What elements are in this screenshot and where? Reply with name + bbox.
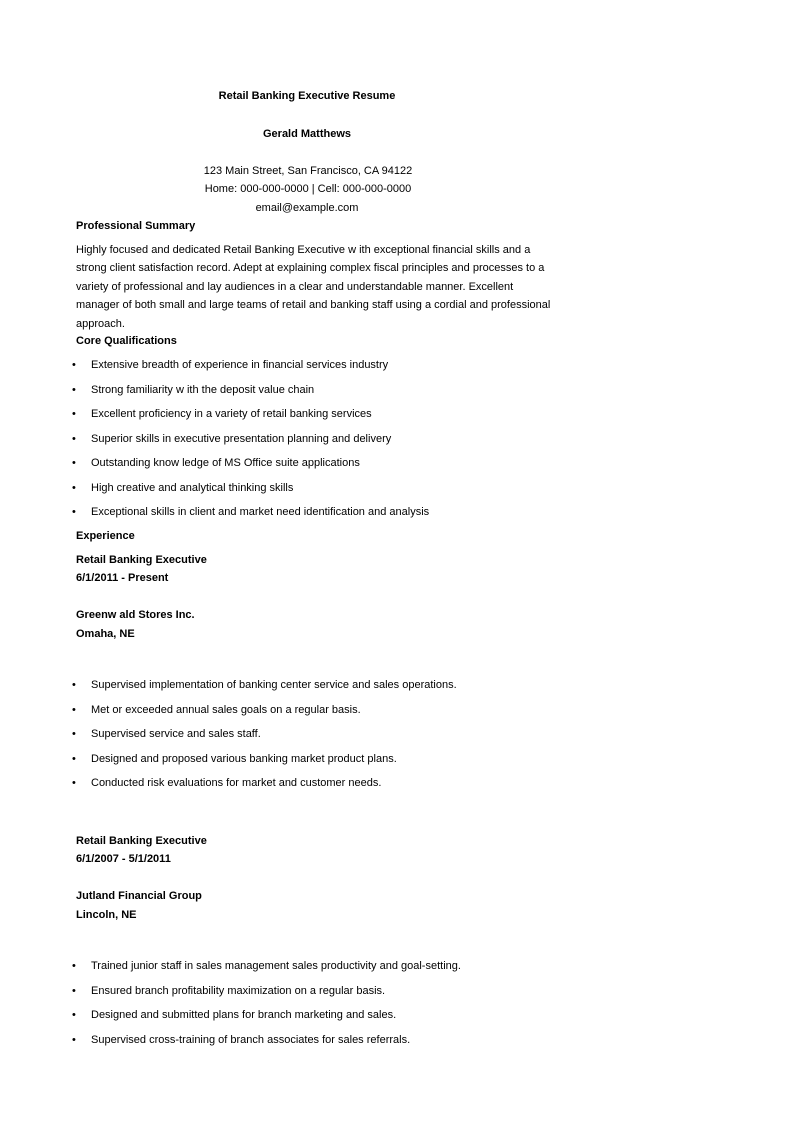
- list-item: • Exceptional skills in client and market need identification and analysis: [72, 505, 429, 530]
- summary-line: Highly focused and dedicated Retail Banking Executive w ith exceptional financial skills and a: [76, 244, 531, 256]
- qualifications-list: [72, 358, 429, 530]
- job-dates: 6/1/2007 - 5/1/2011: [76, 853, 171, 865]
- list-item: • Outstanding know ledge of MS Office suite applications: [72, 456, 429, 481]
- phone-line: Home: 000-000-0000 | Cell: 000-000-0000: [204, 183, 412, 195]
- list-item: • Superior skills in executive presentation planning and delivery: [72, 432, 429, 457]
- job-duties-list: [72, 678, 457, 801]
- job-company: Greenw ald Stores Inc.: [76, 609, 195, 621]
- list-item: • Designed and submitted plans for branch marketing and sales.: [72, 1008, 461, 1033]
- list-item: • Supervised implementation of banking center service and sales operations.: [72, 678, 457, 703]
- summary-heading: Professional Summary: [76, 220, 196, 232]
- candidate-name: Gerald Matthews: [262, 128, 352, 140]
- job-location: Omaha, NE: [76, 628, 135, 640]
- email-line: email@example.com: [255, 202, 359, 214]
- document-title: Retail Banking Executive Resume: [218, 90, 396, 102]
- job-location: Lincoln, NE: [76, 909, 137, 921]
- list-item: • Designed and proposed various banking market product plans.: [72, 752, 457, 777]
- list-item: • Supervised service and sales staff.: [72, 727, 457, 752]
- job-title: Retail Banking Executive: [76, 835, 207, 847]
- job-dates: 6/1/2011 - Present: [76, 572, 169, 584]
- list-item: • Strong familiarity w ith the deposit value chain: [72, 383, 429, 408]
- qualifications-heading: Core Qualifications: [76, 335, 177, 347]
- list-item: • Ensured branch profitability maximization on a regular basis.: [72, 984, 461, 1009]
- list-item: • Met or exceeded annual sales goals on a regular basis.: [72, 703, 457, 728]
- list-item: • Supervised cross-training of branch associates for sales referrals.: [72, 1033, 461, 1058]
- job-duties-list: [72, 959, 461, 1057]
- summary-line: manager of both small and large teams of retail and banking staff using a cordial and professional: [76, 299, 551, 312]
- list-item: • Extensive breadth of experience in financial services industry: [72, 358, 429, 383]
- list-item: • Excellent proficiency in a variety of retail banking services: [72, 407, 429, 432]
- list-item: • Conducted risk evaluations for market and customer needs.: [72, 776, 457, 801]
- list-item: • Trained junior staff in sales management sales productivity and goal-setting.: [72, 959, 461, 984]
- summary-line: approach.: [76, 317, 125, 330]
- summary-paragraph: [76, 241, 551, 333]
- summary-line: variety of professional and lay audiences in a clear and understandable manner. Excellent: [76, 280, 514, 293]
- job-company: Jutland Financial Group: [76, 890, 202, 902]
- address-line: 123 Main Street, San Francisco, CA 94122: [203, 165, 413, 177]
- job-title: Retail Banking Executive: [76, 554, 207, 566]
- list-item: • High creative and analytical thinking skills: [72, 481, 429, 506]
- experience-heading: Experience: [76, 530, 135, 542]
- summary-line: strong client satisfaction record. Adept at explaining complex fiscal principles and processes to a: [76, 262, 545, 275]
